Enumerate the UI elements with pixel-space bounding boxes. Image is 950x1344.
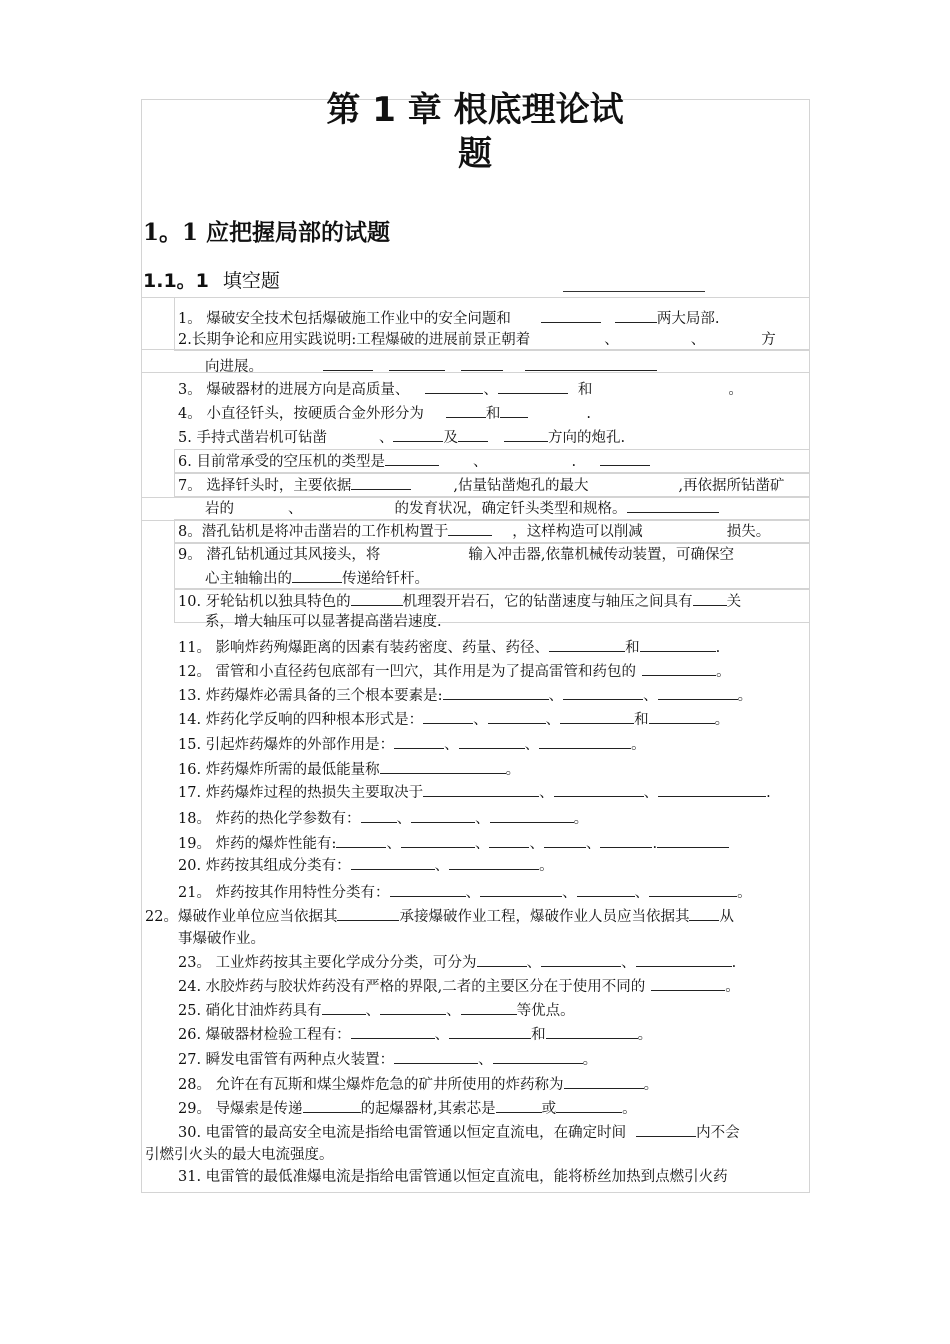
question-20 xyxy=(178,856,554,875)
answer-blank xyxy=(448,522,492,536)
question-text: 、 xyxy=(643,785,659,801)
question-22 xyxy=(145,907,734,926)
question-text: 24. 水胶炸药与胶状炸药没有严格的界限,二者的主要区分在于使用不同的 xyxy=(178,979,646,995)
question-text: 9。 潜孔钻机通过其风接头，将 xyxy=(178,547,381,563)
answer-blank xyxy=(303,1099,361,1113)
question-text: 10. 牙轮钻机以独具特色的 xyxy=(178,594,351,610)
question-22-cont xyxy=(178,930,265,948)
question-text: 输入冲击器,依靠机械传动装置，可确保空 xyxy=(468,547,734,563)
answer-blank xyxy=(496,1099,542,1113)
answer-blank xyxy=(423,783,539,797)
question-text: 。 xyxy=(582,1052,598,1068)
question-5 xyxy=(178,428,625,447)
question-text: 方 xyxy=(761,332,776,348)
question-text: 引燃引火头的最大电流强度。 xyxy=(145,1147,334,1163)
question-text: 。 xyxy=(725,979,740,995)
question-text: 。 xyxy=(622,1101,637,1117)
question-text: . xyxy=(731,955,737,971)
answer-blank xyxy=(449,856,539,870)
question-text: 岩的 xyxy=(205,501,234,517)
answer-blank xyxy=(351,856,435,870)
answer-blank xyxy=(411,809,475,823)
question-text: 4。 小直径钎头，按硬质合金外形分为 xyxy=(178,406,424,422)
answer-blank xyxy=(322,1001,366,1015)
question-text: 、 xyxy=(621,955,636,971)
question-3 xyxy=(178,380,743,399)
question-text: 22。爆破作业单位应当依据其 xyxy=(145,909,338,925)
answer-blank xyxy=(489,834,529,848)
answer-blank xyxy=(488,710,546,724)
question-text: 、 xyxy=(548,688,564,704)
question-15 xyxy=(178,735,646,754)
answer-blank xyxy=(541,309,601,323)
question-text: 、 xyxy=(539,785,554,801)
question-26 xyxy=(178,1025,652,1044)
answer-blank xyxy=(500,404,528,418)
question-text: 。 xyxy=(573,811,589,827)
section-heading: 1。1 应把握局部的试题 xyxy=(143,219,391,246)
answer-blank xyxy=(480,883,562,897)
answer-blank xyxy=(658,783,766,797)
question-31 xyxy=(178,1168,728,1186)
question-text: 、 xyxy=(474,836,490,852)
question-text: 内不会 xyxy=(696,1125,740,1141)
answer-blank xyxy=(446,404,486,418)
question-text: 、 xyxy=(434,1027,450,1043)
question-text: 、 xyxy=(444,737,459,753)
question-7-cont xyxy=(205,499,719,518)
question-24 xyxy=(178,977,740,996)
question-text: 、 xyxy=(545,712,561,728)
question-text: 、 xyxy=(378,430,394,446)
question-text: 、 xyxy=(634,885,650,901)
question-text: 、 xyxy=(604,332,619,348)
question-text: 和 xyxy=(577,382,593,398)
question-text: 7。 选择钎头时，主要依据 xyxy=(178,478,352,494)
answer-blank xyxy=(401,834,475,848)
question-10 xyxy=(178,592,741,611)
answer-blank xyxy=(600,834,652,848)
question-text: 向进展。 xyxy=(205,359,263,375)
answer-blank xyxy=(449,1025,531,1039)
question-text: 和 xyxy=(634,712,649,728)
answer-blank xyxy=(361,809,397,823)
answer-blank xyxy=(504,428,548,442)
question-text: 心主轴输出的 xyxy=(205,571,292,587)
answer-blank xyxy=(693,592,727,606)
question-7 xyxy=(178,476,785,495)
answer-blank xyxy=(563,686,643,700)
question-text: 28。 允许在有瓦斯和煤尘爆炸危急的矿井所使用的炸药称为 xyxy=(178,1077,564,1093)
question-text: 17. 炸药爆炸过程的热损失主要取决于 xyxy=(178,785,424,801)
question-text: 、 xyxy=(473,712,488,728)
answer-blank xyxy=(627,499,719,513)
question-text: 、 xyxy=(690,332,706,348)
page-title-line1: 第 1 章 根底理论试 xyxy=(326,90,624,130)
answer-blank xyxy=(385,452,439,466)
question-16 xyxy=(178,760,520,779)
question-text: 25. 硝化甘油炸药具有 xyxy=(178,1003,322,1019)
answer-blank xyxy=(380,1001,446,1015)
question-text: 、 xyxy=(386,836,401,852)
answer-blank xyxy=(544,834,586,848)
question-text: ,估量钻凿炮孔的最大 xyxy=(453,478,589,494)
question-text: 。 xyxy=(539,858,554,874)
question-text: 23。 工业炸药按其主要化学成分分类，可分为 xyxy=(178,955,477,971)
question-2 xyxy=(178,331,776,349)
question-text: . xyxy=(766,785,771,801)
answer-blank xyxy=(498,380,568,394)
page-title xyxy=(320,88,630,176)
answer-blank xyxy=(459,735,525,749)
question-text: 或 xyxy=(541,1101,557,1117)
subsection-heading xyxy=(143,266,280,293)
question-30 xyxy=(178,1123,740,1142)
question-text: . xyxy=(715,640,721,656)
answer-blank xyxy=(560,710,634,724)
question-text: 29。 导爆索是传递 xyxy=(178,1101,303,1117)
question-text: . xyxy=(571,454,577,470)
answer-blank xyxy=(490,809,574,823)
question-text: 和 xyxy=(531,1027,546,1043)
question-6 xyxy=(178,452,650,471)
question-4 xyxy=(178,404,591,423)
question-text: 方向的炮孔. xyxy=(547,430,626,446)
question-text: 26. 爆破器材检验工程有： xyxy=(178,1027,351,1043)
question-text: 16. 炸药爆炸所需的最低能量称 xyxy=(178,762,380,778)
answer-blank xyxy=(539,735,631,749)
question-text: 机理裂开岩石，它的钻凿速度与轴压之间具有 xyxy=(402,594,693,610)
question-text: 。 xyxy=(737,688,753,704)
answer-blank xyxy=(636,953,732,967)
question-14 xyxy=(178,710,729,729)
answer-blank xyxy=(390,883,466,897)
answer-blank xyxy=(556,1099,622,1113)
question-text: 、 xyxy=(529,836,544,852)
question-19 xyxy=(178,834,729,853)
question-text: 两大局部. xyxy=(656,311,720,327)
question-text: 。 xyxy=(643,1077,659,1093)
answer-blank xyxy=(577,883,635,897)
question-text: 、 xyxy=(396,811,412,827)
question-text: 18。 炸药的热化学参数有： xyxy=(178,811,361,827)
answer-blank xyxy=(337,907,399,921)
question-text: 。 xyxy=(505,762,521,778)
answer-blank xyxy=(493,1050,583,1064)
question-2-cont xyxy=(205,357,657,376)
answer-blank xyxy=(461,1001,517,1015)
question-9 xyxy=(178,546,734,564)
question-text: 8。潜孔钻机是将冲击凿岩的工作机构置于 xyxy=(178,524,449,540)
question-text: 、 xyxy=(288,501,303,517)
answer-blank xyxy=(689,907,719,921)
answer-blank xyxy=(380,760,506,774)
question-1 xyxy=(178,309,719,328)
answer-blank xyxy=(351,1025,435,1039)
question-text: 事爆破作业。 xyxy=(178,931,265,947)
question-text: 承接爆破作业工程，爆破作业人员应当依据其 xyxy=(399,909,690,925)
answer-blank xyxy=(554,783,644,797)
question-text: 3。 爆破器材的进展方向是高质量、 xyxy=(178,382,410,398)
answer-blank xyxy=(651,977,725,991)
question-text: 1。 爆破安全技术包括爆破施工作业中的安全问题和 xyxy=(178,311,511,327)
question-text: 。 xyxy=(637,1027,653,1043)
answer-blank xyxy=(541,953,621,967)
question-text: 。 xyxy=(716,664,731,680)
question-text: . xyxy=(586,406,591,422)
question-text: 、 xyxy=(446,1003,461,1019)
question-text: 、 xyxy=(475,811,490,827)
answer-blank xyxy=(323,357,373,371)
answer-blank xyxy=(394,1050,478,1064)
question-text: 。 xyxy=(728,382,743,398)
answer-blank xyxy=(292,569,342,583)
question-23 xyxy=(178,953,736,972)
question-text: 2.长期争论和应用实践说明:工程爆破的进展前景正朝着 xyxy=(178,332,531,348)
question-21 xyxy=(178,883,752,902)
answer-blank xyxy=(394,735,444,749)
answer-blank xyxy=(443,686,549,700)
question-8 xyxy=(178,522,770,541)
question-text: 、 xyxy=(483,382,498,398)
question-text: 、 xyxy=(434,858,450,874)
question-text: 13. 炸药爆炸必需具备的三个根本要素是: xyxy=(178,688,443,704)
page-title-line2: 题 xyxy=(458,134,492,174)
question-28 xyxy=(178,1075,658,1094)
answer-blank xyxy=(549,638,625,652)
question-text: 21。 炸药按其作用特性分类有： xyxy=(178,885,390,901)
answer-blank xyxy=(393,428,443,442)
question-text: 、 xyxy=(526,955,542,971)
question-text: 、 xyxy=(562,885,577,901)
question-text: 、 xyxy=(478,1052,493,1068)
question-text: 的发育状况，确定钎头类型和规格。 xyxy=(394,501,627,517)
question-text: 、 xyxy=(472,454,488,470)
question-text: 。 xyxy=(714,712,730,728)
question-text: 6. 目前常承受的空压机的类型是 xyxy=(178,454,385,470)
question-text: 31. 电雷管的最低准爆电流是指给电雷管通以恒定直流电，能将桥丝加热到点燃引火药 xyxy=(178,1169,728,1185)
question-text: 及 xyxy=(443,430,458,446)
answer-blank xyxy=(425,380,483,394)
question-25 xyxy=(178,1001,575,1020)
answer-blank xyxy=(640,638,716,652)
subsection-number: 1.1。1 xyxy=(143,270,209,292)
heading-underline xyxy=(563,291,705,292)
answer-blank xyxy=(351,476,411,490)
question-text: 5. 手持式凿岩机可钻凿 xyxy=(178,430,327,446)
answer-blank xyxy=(658,686,738,700)
question-text: 。 xyxy=(631,737,646,753)
question-30-cont xyxy=(145,1146,334,1164)
question-text: 、 xyxy=(585,836,601,852)
question-text: 、 xyxy=(365,1003,381,1019)
answer-blank xyxy=(461,357,503,371)
question-text: 。 xyxy=(737,885,752,901)
answer-blank xyxy=(423,710,473,724)
question-29 xyxy=(178,1099,637,1118)
answer-blank xyxy=(636,1123,696,1137)
answer-blank xyxy=(546,1025,638,1039)
answer-blank xyxy=(600,452,650,466)
answer-blank xyxy=(657,834,729,848)
question-text: 27. 瞬发电雷管有两种点火装置： xyxy=(178,1052,395,1068)
question-text: 、 xyxy=(643,688,658,704)
question-text: 19。 炸药的爆炸性能有: xyxy=(178,836,337,852)
question-text: 损失。 xyxy=(726,524,771,540)
question-text: 和 xyxy=(625,640,640,656)
question-12 xyxy=(178,662,731,681)
question-text: 等优点。 xyxy=(516,1003,575,1019)
answer-blank xyxy=(336,834,386,848)
question-text: 从 xyxy=(719,909,734,925)
question-text: ,再依据所钻凿矿 xyxy=(678,478,785,494)
answer-blank xyxy=(649,883,737,897)
question-9-cont xyxy=(205,569,429,588)
question-text: 、 xyxy=(524,737,540,753)
question-13 xyxy=(178,686,752,705)
question-text: 11。 影响炸药殉爆距离的因素有装药密度、药量、药径、 xyxy=(178,640,550,656)
question-18 xyxy=(178,809,588,828)
question-11 xyxy=(178,638,720,657)
answer-blank xyxy=(525,357,657,371)
question-text: 、 xyxy=(465,885,481,901)
answer-blank xyxy=(389,357,445,371)
question-text: 传递给钎杆。 xyxy=(342,571,429,587)
question-text: . xyxy=(652,836,658,852)
question-text: ，这样构造可以削减 xyxy=(512,524,643,540)
answer-blank xyxy=(351,592,403,606)
question-27 xyxy=(178,1050,597,1069)
question-text: 12。 雷管和小直径药包底部有一凹穴，其作用是为了提高雷管和药包的 xyxy=(178,664,637,680)
question-text: 20. 炸药按其组成分类有： xyxy=(178,858,351,874)
question-text: 系，增大轴压可以显著提高凿岩速度. xyxy=(205,614,442,630)
question-text: 关 xyxy=(726,594,742,610)
answer-blank xyxy=(615,309,657,323)
question-text: 14. 炸药化学反响的四种根本形式是： xyxy=(178,712,424,728)
answer-blank xyxy=(458,428,488,442)
answer-blank xyxy=(642,662,716,676)
question-text: 和 xyxy=(485,406,501,422)
question-17 xyxy=(178,783,771,802)
answer-blank xyxy=(564,1075,644,1089)
question-text: 15. 引起炸药爆炸的外部作用是： xyxy=(178,737,395,753)
question-text: 的起爆器材,其索芯是 xyxy=(360,1101,496,1117)
subsection-title: 填空题 xyxy=(222,270,280,292)
question-10-cont xyxy=(205,613,442,631)
answer-blank xyxy=(649,710,715,724)
question-text: 30. 电雷管的最高安全电流是指给电雷管通以恒定直流电，在确定时间 xyxy=(178,1125,627,1141)
answer-blank xyxy=(477,953,527,967)
